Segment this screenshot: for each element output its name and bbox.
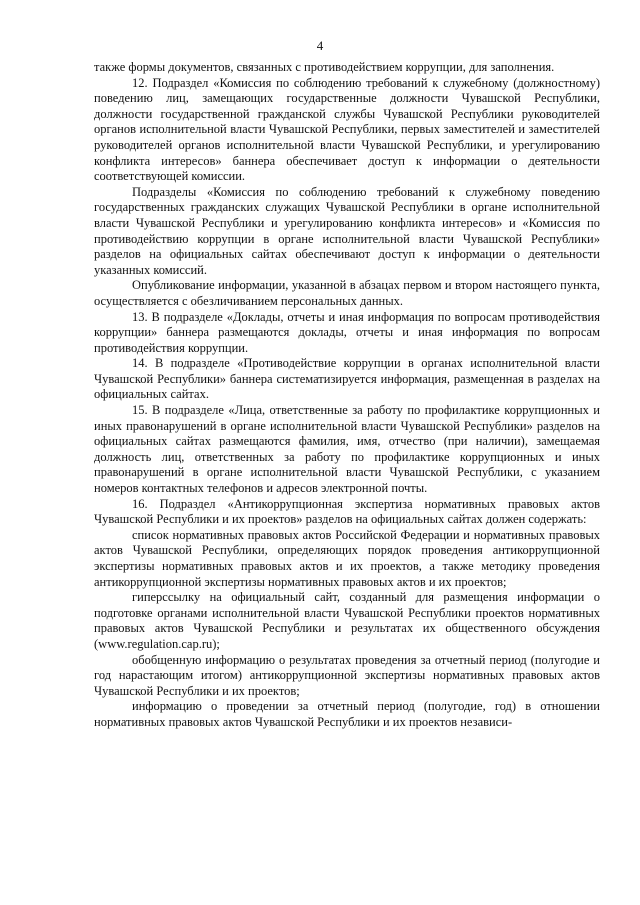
paragraph: информацию о проведении за отчетный период (полугодие, год) в отношении нормативных правовых актов Чувашской Республики и их проектов независи- xyxy=(94,699,600,729)
page-number: 4 xyxy=(316,38,324,53)
paragraph: 13. В подразделе «Доклады, отчеты и иная информация по вопросам противодействия коррупции» баннера размещаются доклады, отчеты и иная информация по вопросам противодействия коррупции. xyxy=(94,309,600,355)
document-body xyxy=(94,60,600,731)
paragraph: 16. Подраздел «Антикоррупционная экспертиза нормативных правовых актов Чувашской Республики и их проектов» разделов на официальных сайтах должен содержать: xyxy=(94,496,600,527)
paragraph: 12. Подраздел «Комиссия по соблюдению требований к служебному (должностному) поведению лиц, замещающих государственные должности Чувашской Республики, должности государственной гражданской службы Чувашской Республики руководителей органов исполнительной власти Чувашской Республики, первых заместителей и заместителей руководителей органов исполнительной власти Чувашской Республики, и урегулированию конфликта интересов» баннера обеспечивает доступ к информации о деятельности соответствующей комиссии. xyxy=(94,75,600,184)
paragraph: список нормативных правовых актов Российской Федерации и нормативных правовых актов Чувашской Республики, определяющих порядок проведения антикоррупционной экспертизы нормативных правовых актов и их проектов, а также методику проведения антикоррупционной экспертизы нормативных правовых актов и их проектов; xyxy=(94,527,600,589)
paragraph: также формы документов, связанных с противодействием коррупции, для заполнения. xyxy=(94,60,555,74)
paragraph: Подразделы «Комиссия по соблюдению требований к служебному поведению государственных гражданских служащих Чувашской Республики в органе исполнительной власти Чувашской Республики и урегулированию конфликта интересов» и «Комиссия по противодействию коррупции в органе исполнительной власти Чувашской Республики» разделов на официальных сайтах обеспечивают доступ к информации о деятельности указанных комиссий. xyxy=(94,184,600,277)
paragraph: 15. В подразделе «Лица, ответственные за работу по профилактике коррупционных и иных правонарушений в органе исполнительной власти Чувашской Республики» разделов на официальных сайтах размещаются фамилия, имя, отчество (при наличии), замещаемая должность лиц, ответственных за работу по профилактике коррупционных и иных правонарушений в органе исполнительной власти Чувашской Республики, с указанием номеров контактных телефонов и адресов электронной почты. xyxy=(94,403,600,496)
paragraph: 14. В подразделе «Противодействие коррупции в органах исполнительной власти Чувашской Республики» баннера систематизируется информация, размещенная в разделах на официальных сайтах. xyxy=(94,356,600,402)
paragraph: обобщенную информацию о результатах проведения за отчетный период (полугодие и год нарастающим итогом) антикоррупционной экспертизы нормативных правовых актов Чувашской Республики и их проектов; xyxy=(94,652,600,698)
paragraph: Опубликование информации, указанной в абзацах первом и втором настоящего пункта, осуществляется с обезличиванием персональных данных. xyxy=(94,278,600,308)
paragraph: гиперссылку на официальный сайт, созданный для размещения информации о подготовке органами исполнительной власти Чувашской Республики проектов нормативных правовых актов Чувашской Республики и результатах их общественного обсуждения (www.regulation.cap.ru); xyxy=(94,590,600,651)
